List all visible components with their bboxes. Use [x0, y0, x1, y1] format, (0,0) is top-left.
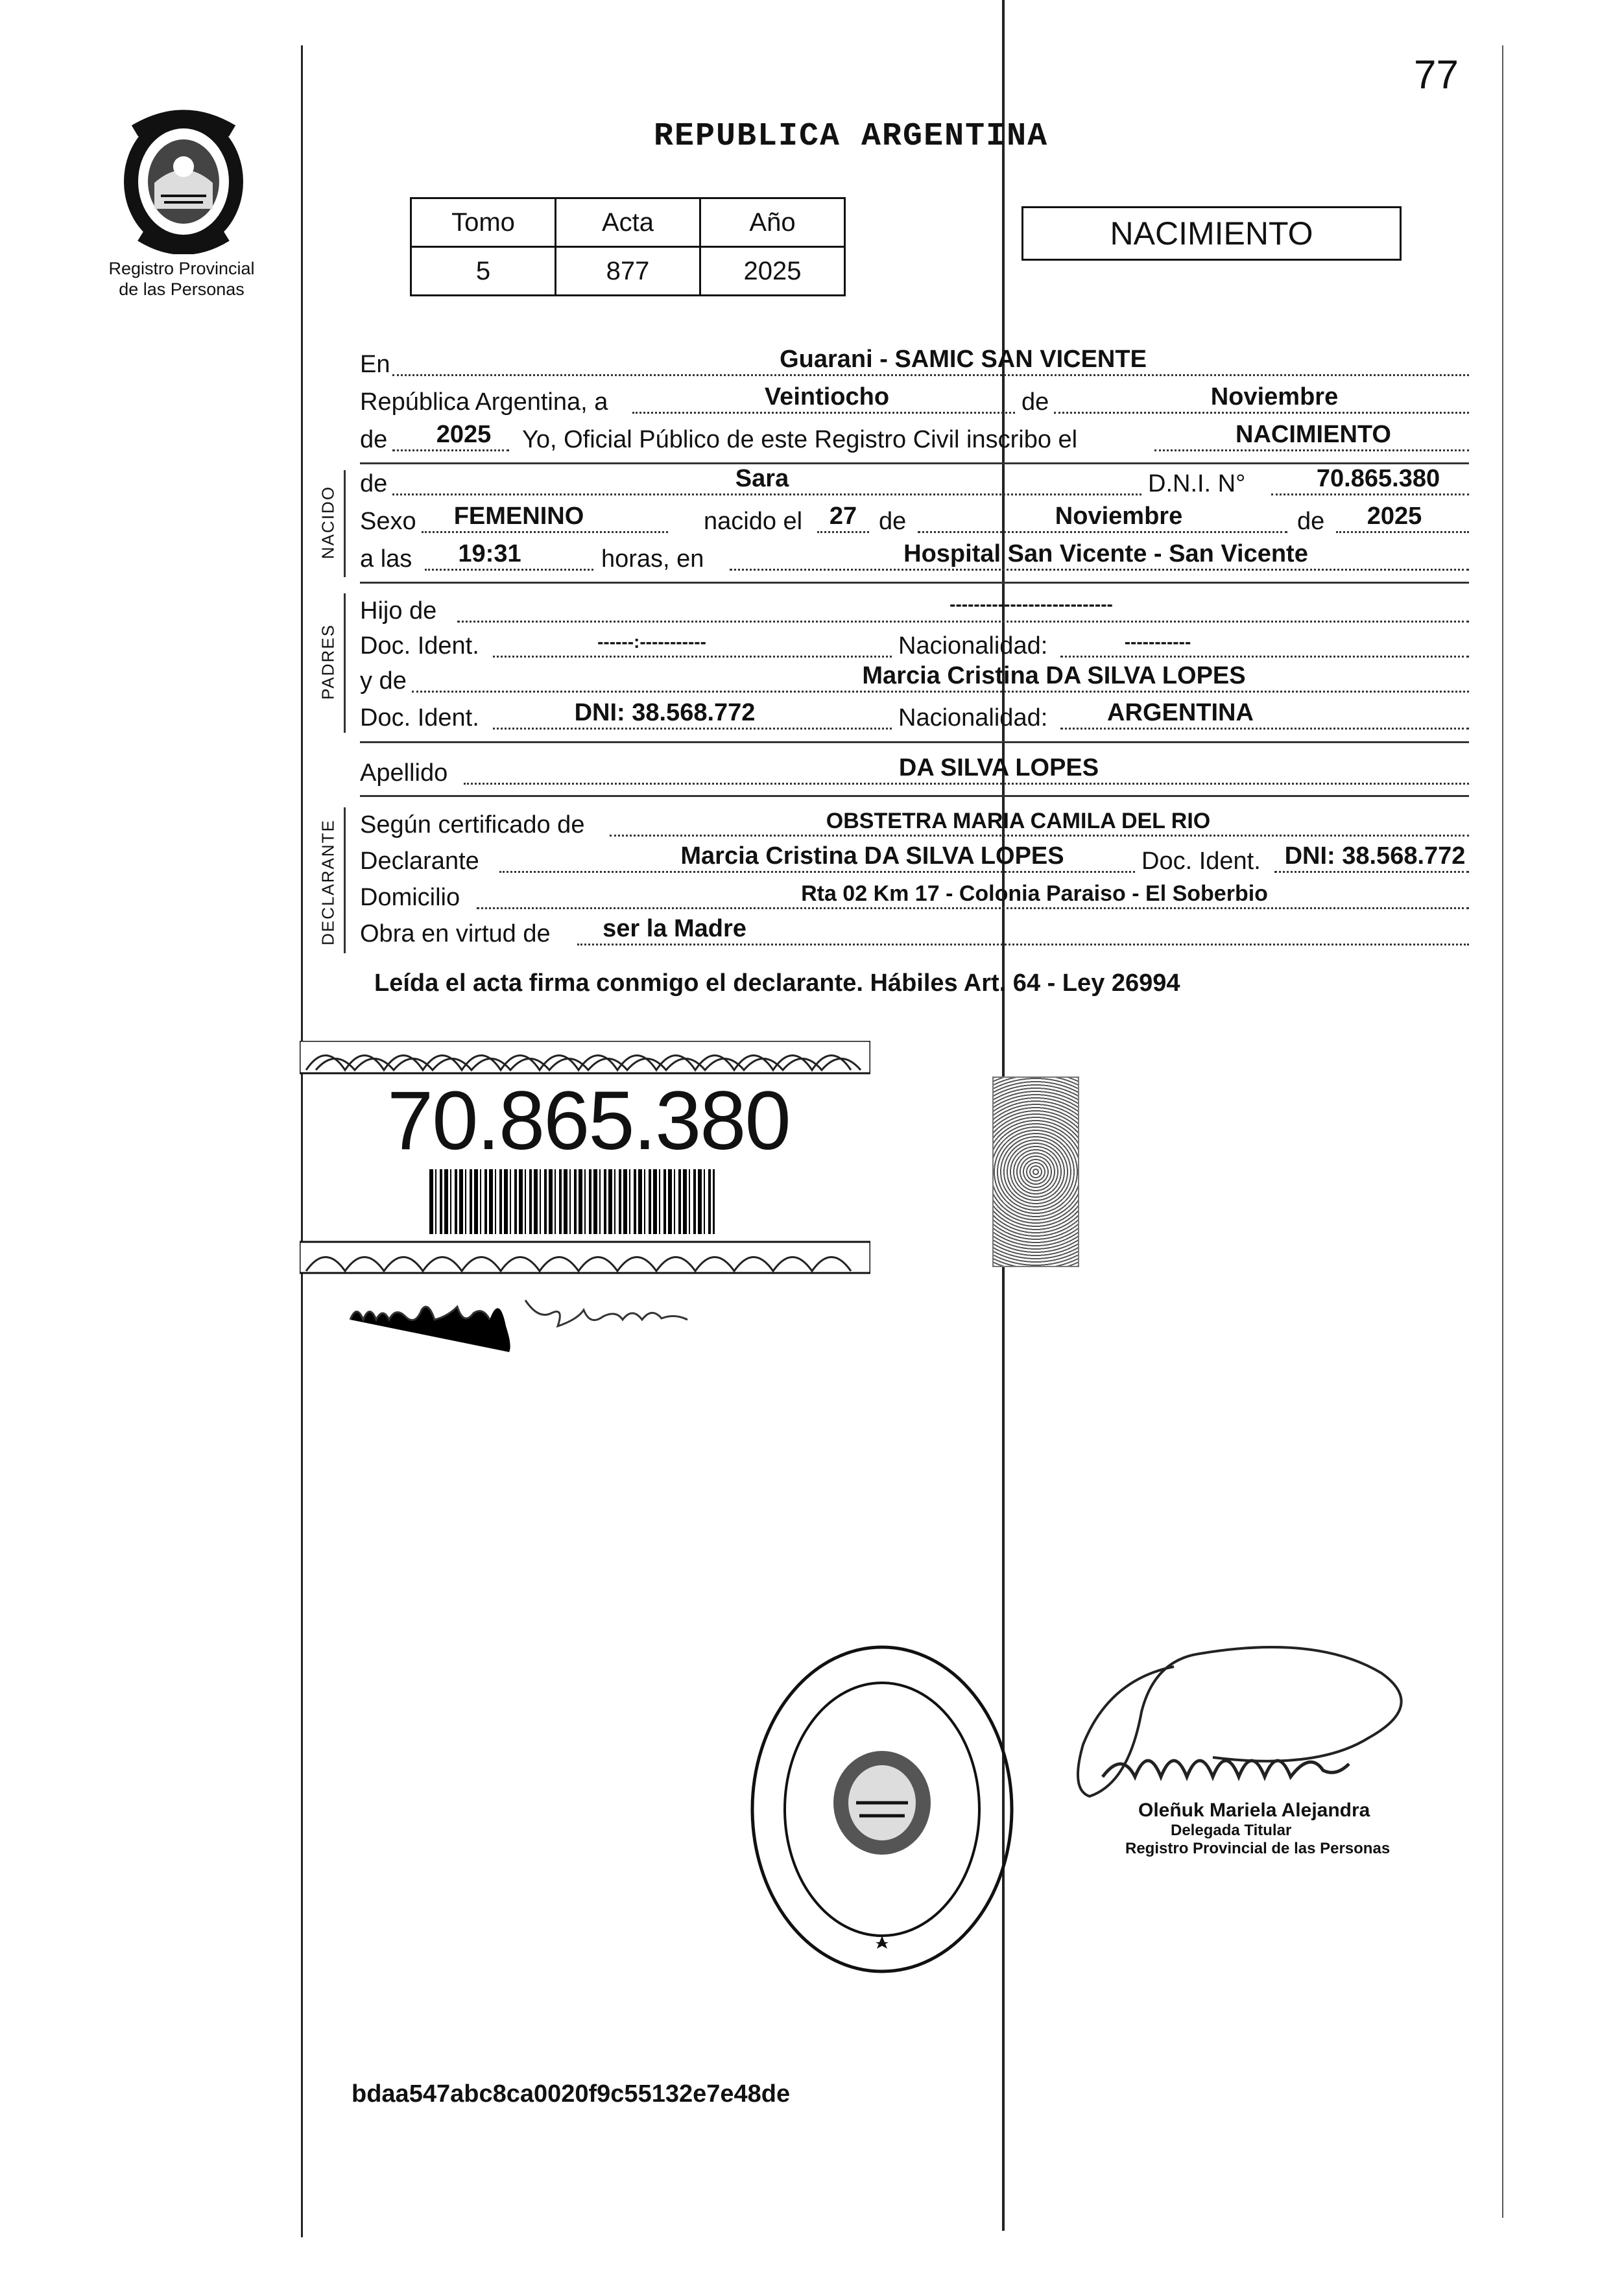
row-hijo: [360, 590, 1469, 629]
hora-value: 19:31: [458, 540, 521, 567]
separator: [360, 741, 1469, 743]
row-nacido-time: [360, 538, 1469, 577]
decl-value: Marcia Cristina DA SILVA LOPES: [680, 842, 1064, 870]
nacido-dni-label: D.N.I. N°: [1148, 470, 1246, 497]
nacido-month: Noviembre: [1055, 503, 1183, 530]
year-value: 2025: [436, 421, 492, 448]
official-role: Delegada Titular: [1171, 1822, 1292, 1839]
nacido-el-label: nacido el: [704, 508, 803, 535]
row-place: [360, 344, 1469, 383]
nacido-name: Sara: [735, 465, 789, 492]
decl-label: Declarante: [360, 848, 479, 875]
padre-nac-label: Nacionalidad:: [898, 632, 1048, 660]
apellido-label: Apellido: [360, 759, 448, 787]
separator: [360, 582, 1469, 584]
side-label-declarante: DECLARANTE: [318, 819, 338, 945]
date-day: Veintiocho: [764, 383, 890, 410]
act-type-box: NACIMIENTO: [1021, 206, 1402, 261]
year-text: Yo, Oficial Público de este Registro Civil inscribo el: [522, 426, 1078, 453]
madre-doc-label: Doc. Ident.: [360, 704, 479, 731]
obra-label: Obra en virtud de: [360, 920, 551, 947]
row-nacido-name: [360, 463, 1469, 502]
declarant-signature: [344, 1281, 707, 1362]
signature-icon: [344, 1281, 707, 1359]
row-nacido-sex: [360, 501, 1469, 540]
date-month: Noviembre: [1210, 383, 1339, 410]
date-label: República Argentina, a: [360, 388, 608, 416]
value-acta: 877: [556, 247, 700, 296]
document-hash: bdaa547abc8ca0020f9c55132e7e48de: [352, 2080, 791, 2108]
nacido-place: Hospital San Vicente - San Vicente: [903, 540, 1308, 567]
country-heading: REPUBLICA ARGENTINA: [654, 118, 1049, 155]
closing-statement: Leída el acta firma conmigo el declarante. Hábiles Art. 64 - Ley 26994: [374, 969, 1180, 997]
header-acta: Acta: [556, 198, 700, 247]
madre-name: Marcia Cristina DA SILVA LOPES: [862, 662, 1246, 689]
sexo-label: Sexo: [360, 508, 416, 535]
nacido-dni: 70.865.380: [1316, 465, 1440, 492]
nacido-day: 27: [829, 503, 857, 530]
value-tomo: 5: [411, 247, 556, 296]
padre-doc: ------:-----------: [597, 632, 706, 652]
padre-name: ---------------------------: [949, 594, 1113, 614]
obra-value: ser la Madre: [603, 915, 746, 942]
row-declarante: [360, 840, 1469, 879]
padre-doc-label: Doc. Ident.: [360, 632, 479, 660]
madre-nac-label: Nacionalidad:: [898, 704, 1048, 731]
year-act-type: NACIMIENTO: [1236, 421, 1391, 448]
official-office: Registro Provincial de las Personas: [1125, 1840, 1391, 1857]
year-de-label: de: [360, 426, 388, 453]
yde-label: y de: [360, 667, 407, 695]
cert-label: Según certificado de: [360, 811, 585, 838]
date-de-label: de: [1021, 388, 1049, 416]
row-date: [360, 381, 1469, 420]
header-tomo: Tomo: [411, 198, 556, 247]
padre-nac: -----------: [1124, 632, 1191, 652]
barcode-number: 70.865.380: [387, 1075, 790, 1167]
row-padre-doc: [360, 625, 1469, 664]
row-certificado: [360, 804, 1469, 843]
act-reference-table: [410, 197, 846, 296]
hora-label: a las: [360, 545, 412, 573]
registry-line2: de las Personas: [119, 279, 245, 299]
side-label-padres: PADRES: [318, 624, 338, 700]
row-madre-doc: [360, 697, 1469, 736]
dom-value: Rta 02 Km 17 - Colonia Paraiso - El Soberbio: [801, 881, 1268, 906]
official-block: [1125, 1800, 1450, 1858]
barcode: [429, 1169, 715, 1234]
row-apellido: [360, 752, 1469, 791]
right-margin-line: [1502, 45, 1503, 2218]
madre-doc: DNI: 38.568.772: [574, 699, 756, 726]
declarante-bracket: [344, 807, 346, 953]
nacido-de-label: de: [360, 470, 388, 497]
official-stamp: [746, 1641, 1018, 1978]
nacido-de-label2: de: [879, 508, 907, 535]
decl-doc-label: Doc. Ident.: [1141, 848, 1261, 875]
nacido-year: 2025: [1367, 503, 1422, 530]
registry-line1: Registro Provincial: [108, 259, 255, 278]
place-label: En: [360, 351, 390, 378]
header-anio: Año: [700, 198, 845, 247]
row-madre: [360, 660, 1469, 699]
apellido-value: DA SILVA LOPES: [898, 754, 1099, 781]
separator: [360, 795, 1469, 797]
side-label-nacido: NACIDO: [318, 485, 338, 560]
registry-label: [97, 258, 266, 300]
padres-bracket: [344, 593, 346, 733]
sexo-value: FEMENINO: [453, 503, 584, 530]
dom-label: Domicilio: [360, 884, 460, 911]
value-anio: 2025: [700, 247, 845, 296]
province-emblem: [115, 105, 252, 254]
page-number: 77: [1414, 53, 1459, 97]
row-domicilio: [360, 877, 1469, 916]
barcode-block: [300, 1041, 870, 1274]
row-obra: [360, 913, 1469, 952]
horas-en-label: horas, en: [601, 545, 704, 573]
official-name: Oleñuk Mariela Alejandra: [1138, 1800, 1370, 1821]
security-seal-icon: [992, 1076, 1079, 1267]
nacido-de-label3: de: [1297, 508, 1325, 535]
cert-value: OBSTETRA MARIA CAMILA DEL RIO: [826, 809, 1211, 833]
hijo-label: Hijo de: [360, 597, 437, 624]
decl-doc: DNI: 38.568.772: [1284, 842, 1466, 870]
nacido-bracket: [344, 470, 346, 577]
place-value: Guarani - SAMIC SAN VICENTE: [780, 346, 1147, 373]
madre-nac: ARGENTINA: [1107, 699, 1254, 726]
row-year: [360, 419, 1469, 458]
